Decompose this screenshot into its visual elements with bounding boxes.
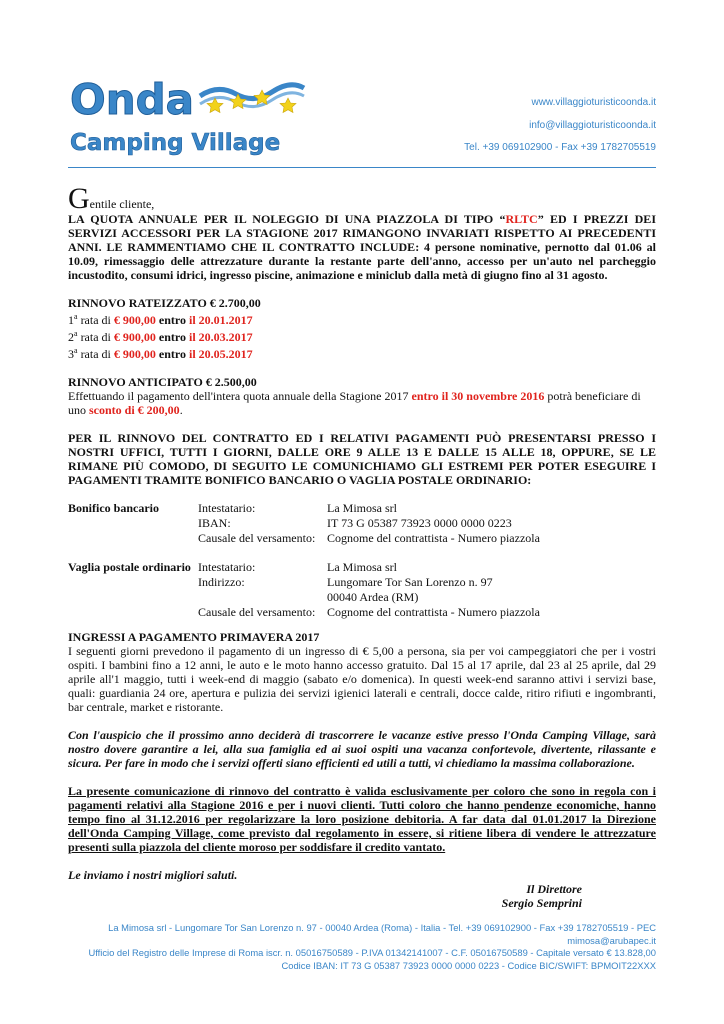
bonifico-field-label: Intestatario: xyxy=(198,501,256,515)
bonifico-field-value: La Mimosa srl xyxy=(327,501,397,515)
vaglia-field-label: Indirizzo: xyxy=(198,575,245,589)
bonifico-row xyxy=(68,531,656,546)
vaglia-field-label: Intestatario: xyxy=(198,560,256,574)
email-link[interactable]: info@villaggioturisticoonda.it xyxy=(529,119,656,131)
vaglia-field-value: Cognome del contrattista - Numero piazzola xyxy=(327,605,540,619)
bonifico-field-value: IT 73 G 05387 73923 0000 0000 0223 xyxy=(327,516,512,530)
website-link[interactable]: www.villaggioturisticoonda.it xyxy=(531,97,656,108)
bonifico-field-value: Cognome del contrattista - Numero piazzola xyxy=(327,531,540,545)
header-divider xyxy=(68,167,656,168)
footer-line-3: Codice IBAN: IT 73 G 05387 73923 0000 0000 0223 - Codice BIC/SWIFT: BPMOIT22XXX xyxy=(281,959,656,971)
signature-name: Sergio Semprini xyxy=(501,896,582,910)
vaglia-field-label: Causale del versamento: xyxy=(198,605,316,619)
letter-body xyxy=(68,182,656,910)
star-icon xyxy=(280,98,296,113)
bonifico-row xyxy=(68,516,656,531)
vaglia-row xyxy=(68,590,656,605)
bonifico-block xyxy=(68,501,656,546)
letterhead xyxy=(68,70,656,170)
vaglia-title: Vaglia postale ordinario xyxy=(68,560,191,574)
greeting: Gentile cliente, xyxy=(68,182,155,215)
header-contacts xyxy=(464,92,656,160)
company-footer xyxy=(68,922,656,972)
validity-paragraph: La presente comunicazione di rinnovo del contratto è valida esclusivamente per coloro che sono in regola con i pagamenti relativi alla Stagione 2016 e per i nuovi clienti. Tutti coloro che hanno pendenze economiche, hanno tempo fino al 31.12.2016 per regolarizzare la loro posizione debitoria. A far data dal 01.01.2017 la Direzione dell'Onda Camping Village, come previsto dal regolamento in essere, si ritiene libera di vendere le attrezzature presenti sulla piazzola del cliente moroso per soddisfare il credito vantato. xyxy=(68,784,656,854)
signature-role: Il Direttore xyxy=(526,882,582,896)
vaglia-row xyxy=(68,605,656,620)
bonifico-field-label: Causale del versamento: xyxy=(198,531,316,545)
vaglia-field-value: Lungomare Tor San Lorenzo n. 97 xyxy=(327,575,493,589)
footer-line-2: Ufficio del Registro delle Imprese di Roma iscr. n. 05016750589 - P.IVA 01342141007 - C.F. 05016750589 - Capitale versato € 13.828,00 xyxy=(88,947,656,958)
rate-list xyxy=(68,310,656,361)
ingressi-text: I seguenti giorni prevedono il pagamento di un ingresso di € 5,00 a persona, sia per voi campeggiatori che per i vostri ospiti. I bambini fino a 12 anni, le auto e le moto hanno accesso gratuito. Dal 15 al 17 aprile, dal 23 al 25 aprile, dal 29 aprile all'1 maggio, tutti i week-end di maggio (sabato e/o domenica). In questi week-end saranno attivi i servizi base, quali: guardiania 24 ore, apertura e pulizia dei servizi igienici laterali e centrali, docce calde, ritiro rifiuti e ingombranti, bar centrale, market e ristorante. xyxy=(68,644,656,714)
anticipato-text: Effettuando il pagamento dell'intera quota annuale della Stagione 2017 entro il 30 novembre 2016 potrà beneficiare di uno sconto di € 200,00. xyxy=(68,389,641,417)
bonifico-title: Bonifico bancario xyxy=(68,501,160,515)
closing-salutation: Le inviamo i nostri migliori saluti. xyxy=(68,868,238,882)
auspicio-paragraph: Con l'auspicio che il prossimo anno deciderà di trascorrere le vacanze estive presso l'Onda Camping Village, sarà nostro dovere garantire a lei, alla sua famiglia ed ai suoi ospiti una vacanza confortevole, divertente, rilassante e sicura. Per fare in modo che i servizi offerti siano efficienti ed utili a tutti, vi chiediamo la massima collaborazione. xyxy=(68,728,656,770)
vaglia-block xyxy=(68,560,656,620)
logo-sub: Camping Village xyxy=(70,130,281,156)
bonifico-row xyxy=(68,501,656,516)
ingressi-title: INGRESSI A PAGAMENTO PRIMAVERA 2017 xyxy=(68,630,320,644)
logo-word: Onda xyxy=(70,75,195,124)
bonifico-field-label: IBAN: xyxy=(198,516,231,530)
vaglia-row xyxy=(68,575,656,590)
vaglia-field-value: La Mimosa srl xyxy=(327,560,397,574)
anticipato-title: RINNOVO ANTICIPATO € 2.500,00 xyxy=(68,375,257,389)
offices-paragraph: PER IL RINNOVO DEL CONTRATTO ED I RELATIVI PAGAMENTI PUÒ PRESENTARSI PRESSO I NOSTRI UFFICI, TUTTI I GIORNI, DALLE ORE 9 ALLE 13 E DALLE 15 ALLE 18, OPPURE, SE LE RIMANE PIÙ COMODO, DI SEGUITO LE COMUNICHIAMO GLI ESTREMI PER POTER ESEGUIRE I PAGAMENTI TRAMITE BONIFICO BANCARIO O VAGLIA POSTALE ORDINARIO: xyxy=(68,431,656,487)
intro-paragraph: LA QUOTA ANNUALE PER IL NOLEGGIO DI UNA PIAZZOLA DI TIPO “RLTC” ED I PREZZI DEI SERVIZI ACCESSORI PER LA STAGIONE 2017 RIMANGONO INVARIATI RISPETTO AI PRECEDENTI ANNI. LE RAMMENTIAMO CHE IL CONTRATTO INCLUDE: 4 persone nominative, pernotto dal 01.06 al 10.09, rimessaggio delle attrezzature durante la restante parte dell'anno, accesso per un'auto nel parcheggio incustodito, consumi idrici, ingresso piscine, animazione e miniclub dalla metà di giugno fino al 31 agosto. xyxy=(68,212,656,282)
onda-camping-village-logo xyxy=(68,70,308,160)
rateizzato-title: RINNOVO RATEIZZATO € 2.700,00 xyxy=(68,296,261,310)
pitch-type: RLTC xyxy=(505,212,538,226)
footer-line-1: La Mimosa srl - Lungomare Tor San Lorenzo n. 97 - 00040 Ardea (Roma) - Italia - Tel. +39 069102900 - Fax +39 1782705519 - PEC mimosa@arubapec.it xyxy=(108,922,656,946)
phone-fax: Tel. +39 069102900 - Fax +39 1782705519 xyxy=(464,142,656,153)
rate-item: 2$^a$ rata di € 900,00 entro il 20.03.2017 xyxy=(68,329,253,344)
vaglia-row xyxy=(68,560,656,575)
vaglia-field-value: 00040 Ardea (RM) xyxy=(327,590,419,604)
rate-item: 1$^a$ rata di € 900,00 entro il 20.01.2017 xyxy=(68,312,253,327)
rate-item: 3$^a$ rata di € 900,00 entro il 20.05.2017 xyxy=(68,346,253,361)
